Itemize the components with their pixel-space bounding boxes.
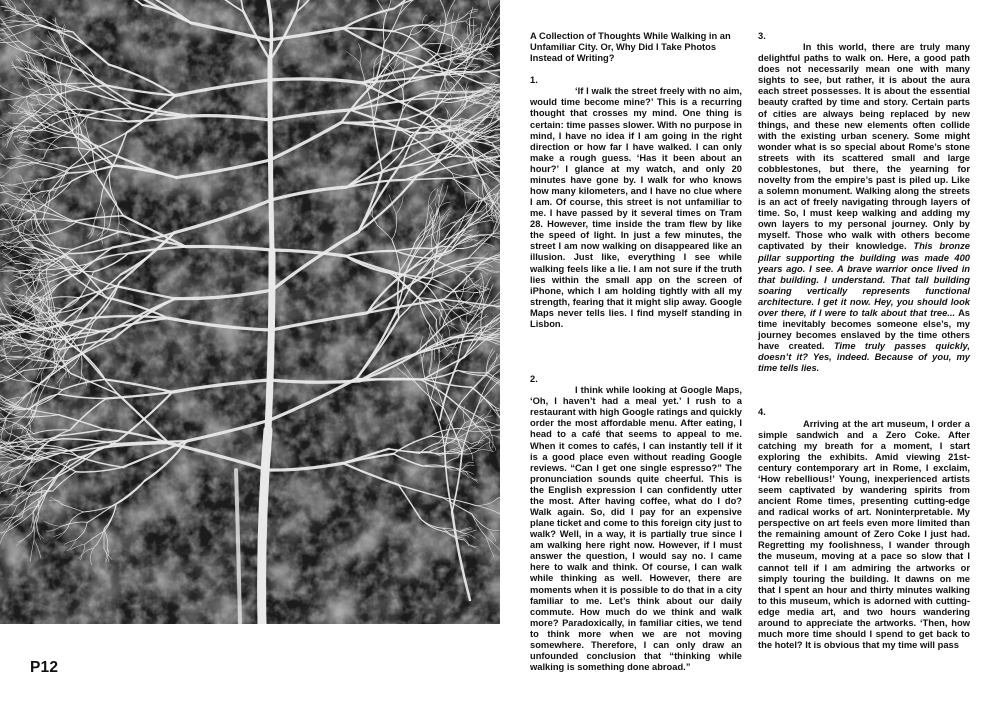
section-number-4: 4. bbox=[758, 407, 766, 418]
tree-branch bbox=[268, 250, 272, 430]
text-column-right bbox=[758, 31, 970, 651]
section-number-2: 2. bbox=[530, 374, 538, 385]
text-column-left bbox=[530, 31, 742, 673]
section-text-3-italic-1: This bronze pillar supporting the building was made 400 years ago. I see. A brave warrior once lived in that building. I understand. That tall building soaring vertically represents functional architecture. I get it now. Hey, you should look over there, if I were to talk about that tree... bbox=[758, 241, 970, 318]
section-text-3 bbox=[758, 42, 970, 374]
tree-photo bbox=[0, 0, 500, 624]
tree-photo-image bbox=[0, 0, 500, 624]
article-title: A Collection of Thoughts While Walking in an Unfamiliar City. Or, Why Did I Take Photos Instead of Writing? bbox=[530, 31, 731, 64]
section-number-3 bbox=[758, 31, 970, 42]
page-number: P12 bbox=[30, 659, 59, 676]
section-number-1: 1. bbox=[530, 75, 538, 86]
section-text-4: Arriving at the art museum, I order a simple sandwich and a Zero Coke. After catching my breath for a moment, I start exploring the exhibits. Amid viewing 21st-century contemporary art in Rome, I exclaim, ‘How rebellious!’ Young, inexperienced artists seem captivated by wandering spirits from ancient Rome times, presenting cutting-edge and radical works of art. Noninterpretable. My perspective on art feels even more limited than the remaining amount of Zero Coke I just had. Regretting my foolishness, I wander through the museum, moving at a pace so slow that I cannot tell if I am admiring the artworks or simply touring the building. It dawns on me that I spent an hour and thirty minutes walking to this museum, which is adorned with cutting-edge media art, and two hours wandering around to appreciate the artworks. ‘Then, how much more time should I spend to get back to the hotel? It is obvious that my time will pass bbox=[758, 418, 970, 651]
section-text-1: ‘If I walk the street freely with no aim, would time become mine?’ This is a recurring thought that crosses my mind. One thing is certain: time passes slower. With no purpose in mind, I have no idea if I am going in the right direction or how far I have walked. I can only make a rough guess. ‘Has it been about an hour?’ I glance at my watch, and only 20 minutes have gone by. I walk for who knows how many kilometers, and I have no clue where I am. Of course, this street is not unfamiliar to me. I have passed by it several times on Tram 28. However, time inside the tram flew by like the speed of light. In just a few minutes, the street I am now walking on disappeared like an illusion. Just like, everything I see while walking feels like a lie. I am not sure if the truth lies within the small app on the screen of iPhone, which I am holding tightly with all my strength, fearing that it might slip away. Google Maps never tells lies. I find myself standing in Lisbon. bbox=[530, 86, 742, 329]
section-text-3-part-2: As time inevitably becomes someone else’s, my journey becomes enslaved by the time others have created. bbox=[758, 307, 971, 352]
section-text-3-part-1: In this world, there are truly many delightful paths to walk on. Here, a good path does not necessarily mean one with many sights to see, but rather, it is about the aura each street possesses. It is about the essential beauty crafted by time and story. Certain parts of cities are always being replaced by new things, and these new elements often collide with the existing urban scenery. Some might wonder what is so special about Rome’s stone streets with its scattered small and large cobblestones, but there, the yearning for novelty from the empire’s past is piled up. Like a solemn monument. Walking along the streets is an act of freely navigating through layers of time. So, I must keep walking and adding my own layers to my personal journey. Only by myself. Those who walk with others become captivated by their knowledge. bbox=[758, 42, 970, 252]
section-text-3-italic-2: Time truly passes quickly, doesn’t it? Yes, indeed. Because of you, my time tells lies. bbox=[758, 341, 970, 374]
section-number-3-label: 3. bbox=[758, 31, 766, 41]
section-text-2: I think while looking at Google Maps, ‘Oh, I haven’t had a meal yet.’ I rush to a restaurant with high Google ratings and quickly order the most affordable menu. After eating, I head to a café that seems to appeal to me. When it comes to cafés, I can instantly tell if it is a good place even without reading Google reviews. “Can I get one single espresso?” The pronunciation sounds quite cheerful. This is the English expression I can confidently utter the most. After having coffee, what do I do? Walk again. So, did I pay for an expensive plane ticket and come to this foreign city just to walk? Well, in a way, it is partially true since I am walking here right now. However, if I must answer the question, I would say no. I came here to walk and think. Of course, I can walk while thinking as well. However, there are moments when it is possible to do that in a city familiar to me. Let’s think about our daily commute. How much do we think and walk more? Paradoxically, in familiar cities, we tend to think more when we are not moving somewhere. Therefore, I can only draw an unfounded conclusion that “thinking while walking is something done abroad.” bbox=[530, 385, 742, 673]
tree-branch bbox=[270, 60, 272, 250]
